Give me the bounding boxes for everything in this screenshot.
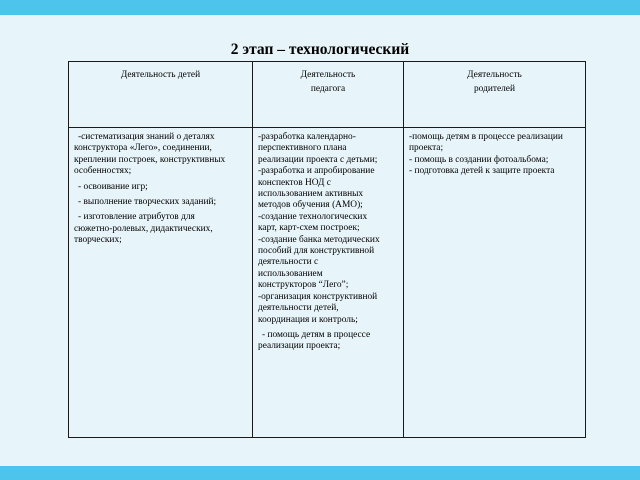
cell-line: деятельности с [258,257,319,268]
cell-line: - помощь детям в процессе [262,329,371,340]
top-accent-band [0,0,640,15]
cell-line: -организация конструктивной [258,291,378,302]
header-line: Деятельность детей [120,70,201,80]
cell-line: пособий для конструктивной [258,246,375,257]
cell-line: - изготовление атрибутов для [78,212,195,223]
cell-line: сюжетно-ролевых, дидактических, [74,223,213,234]
cell-line: конструкторов “Лего”; [258,280,349,291]
slide-title: 2 этап – технологический [230,41,410,58]
header-line: Деятельность [300,70,356,80]
cell-line: - освоивание игр; [78,181,148,192]
cell-line: перспективного плана [258,143,347,154]
activities-table [68,61,586,438]
cell-line: координация и контроль; [258,314,358,325]
cell-children-activity [69,128,253,438]
header-parents-activity [404,62,586,128]
cell-line: - подготовка детей к защите проекта [409,166,555,177]
cell-line: карт, карт-схем построек; [258,223,360,234]
cell-line: творческих; [74,235,122,246]
header-line: родителей [473,84,515,95]
cell-line: креплении построек, конструктивных [74,154,226,165]
cell-line: -разработка календарно- [258,132,356,142]
table-body-row [69,128,586,438]
cell-line: использованием активных [258,189,364,200]
table-header-row [69,62,586,128]
cell-line: проекта; [409,143,444,154]
cell-line: реализации проекта с детьми; [258,154,378,165]
cell-line: -помощь детям в процессе реализации [409,132,563,142]
cell-line: особенностях; [74,166,132,177]
header-line: педагога [310,84,346,95]
header-line: Деятельность [467,70,522,80]
cell-line: использованием [258,268,323,279]
cell-line: конструктора «Лего», соединении, [74,143,212,154]
bottom-accent-band [0,466,640,480]
cell-line: -систематизация знаний о деталях [78,132,215,142]
cell-line: деятельности детей, [258,303,339,314]
cell-line: -создание банка методических [258,234,380,245]
cell-parents-activity [404,128,586,438]
header-teacher-activity [253,62,404,128]
cell-line: -разработка и апробирование [258,166,375,177]
cell-line: -создание технологических [258,211,368,222]
header-children-activity [69,62,253,128]
cell-line: конспектов НОД с [258,177,331,188]
cell-teacher-activity [253,128,404,438]
cell-line: - помощь в создании фотоальбома; [409,154,549,165]
cell-line: реализации проекта; [258,341,341,352]
cell-line: методов обучения (АМО); [258,200,363,211]
cell-line: - выполнение творческих заданий; [78,197,217,208]
